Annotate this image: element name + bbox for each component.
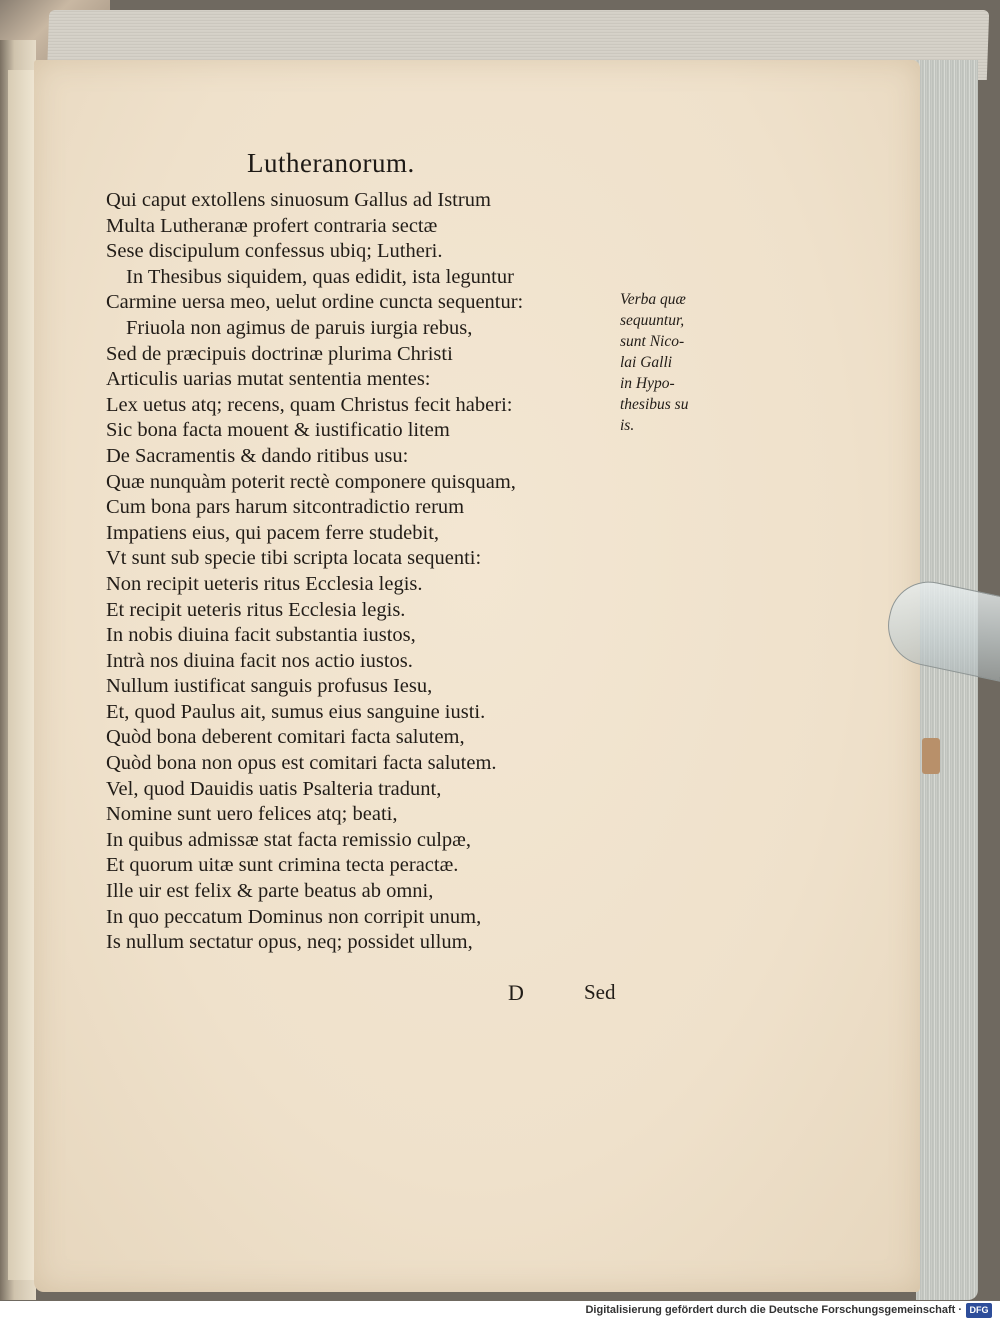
verse-line: In quo peccatum Dominus non corripit unum, bbox=[106, 905, 482, 928]
marginal-note-line: sunt Nico- bbox=[620, 333, 685, 350]
verse-line: Impatiens eius, qui pacem ferre studebit, bbox=[106, 521, 440, 544]
verse-line: In quibus admissæ stat facta remissio culpæ, bbox=[106, 828, 471, 851]
page-footer bbox=[508, 980, 668, 1010]
verse-line: Nomine sunt uero felices atq; beati, bbox=[106, 803, 398, 826]
verse-line: Carmine uersa meo, uelut ordine cuncta sequentur: bbox=[106, 291, 524, 314]
verse-line: Sese discipulum confessus ubiq; Lutheri. bbox=[106, 240, 443, 263]
marginal-note bbox=[620, 289, 720, 436]
dfg-logo: DFG bbox=[966, 1303, 992, 1318]
verse-line: Quòd bona non opus est comitari facta salutem. bbox=[106, 752, 497, 775]
verse-line: Quæ nunquàm poterit rectè componere quisquam, bbox=[106, 470, 516, 493]
book-page bbox=[34, 60, 920, 1292]
verse-line: Intrà nos diuina facit nos actio iustos. bbox=[106, 649, 413, 672]
verse-line: In Thesibus siquidem, quas edidit, ista leguntur bbox=[126, 265, 514, 288]
verse-line: De Sacramentis & dando ritibus usu: bbox=[106, 444, 409, 467]
verse-line: Vel, quod Dauidis uatis Psalteria tradunt, bbox=[106, 777, 442, 800]
verse-line: Ille uir est felix & parte beatus ab omni, bbox=[106, 880, 434, 903]
verse-line: Lex uetus atq; recens, quam Christus fecit haberi: bbox=[106, 393, 513, 416]
marginal-note-line: in Hypo- bbox=[620, 375, 675, 392]
verse-line: Sic bona facta mouent & iustificatio litem bbox=[106, 419, 450, 442]
verse-line: Et quorum uitæ sunt crimina tecta peractæ. bbox=[106, 854, 459, 877]
page-tab bbox=[922, 738, 940, 774]
running-head: Lutheranorum. bbox=[247, 148, 415, 178]
verse-line: Vt sunt sub specie tibi scripta locata sequenti: bbox=[106, 547, 482, 570]
verse-line: Friuola non agimus de paruis iurgia rebus, bbox=[126, 316, 473, 339]
catchword: Sed bbox=[584, 980, 616, 1004]
verse-text bbox=[106, 188, 626, 956]
credit-text: Digitalisierung gefördert durch die Deutsche Forschungsgemeinschaft · bbox=[585, 1304, 962, 1316]
marginal-note-line: lai Galli bbox=[620, 354, 673, 371]
verse-line: Et, quod Paulus ait, sumus eius sanguine iusti. bbox=[106, 700, 486, 723]
verse-line: Quòd bona deberent comitari facta salutem, bbox=[106, 726, 465, 749]
verse-line: Cum bona pars harum sitcontradictio rerum bbox=[106, 496, 465, 519]
verse-line: In nobis diuina facit substantia iustos, bbox=[106, 624, 416, 647]
marginal-note-line: is. bbox=[620, 417, 635, 434]
signature-mark: D bbox=[508, 980, 524, 1005]
verse-line: Et recipit ueteris ritus Ecclesia legis. bbox=[106, 598, 406, 621]
right-page-edges bbox=[916, 60, 978, 1300]
marginal-note-line: Verba quæ bbox=[620, 291, 686, 308]
verse-line: Articulis uarias mutat sententia mentes: bbox=[106, 368, 431, 391]
credit-bar bbox=[0, 1301, 1000, 1321]
verse-line: Nullum iustificat sanguis profusus Iesu, bbox=[106, 675, 433, 698]
marginal-note-line: sequuntur, bbox=[620, 312, 685, 329]
verse-line: Non recipit ueteris ritus Ecclesia legis. bbox=[106, 572, 423, 595]
verse-line: Qui caput extollens sinuosum Gallus ad Istrum bbox=[106, 189, 491, 211]
marginal-note-line: thesibus su bbox=[620, 396, 689, 413]
verse-line: Sed de præcipuis doctrinæ plurima Christi bbox=[106, 342, 453, 365]
verse-line: Multa Lutheranæ profert contraria sectæ bbox=[106, 214, 438, 237]
verse-line: Is nullum sectatur opus, neq; possidet ullum, bbox=[106, 931, 473, 954]
